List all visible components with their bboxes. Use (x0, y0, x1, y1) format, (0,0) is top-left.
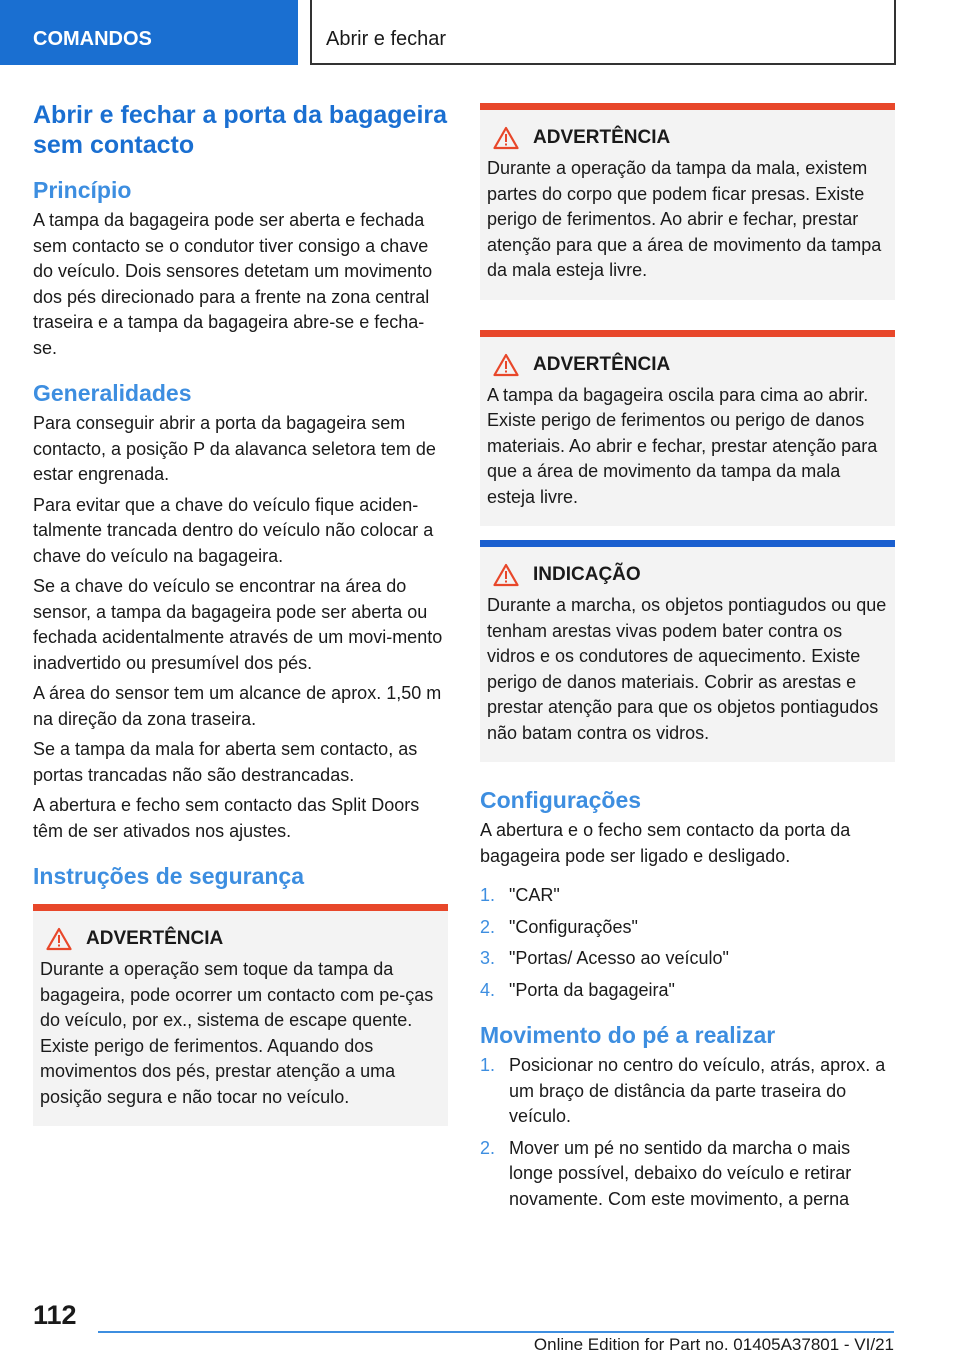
warning-label: ADVERTÊNCIA (533, 127, 671, 148)
page-title: Abrir e fechar a porta da bagageira sem contacto (33, 101, 448, 159)
list-item: 2. Mover um pé no sentido da marcha o mais longe possível, debaixo do veículo e retirar novamente. Com este movimento, a perna (480, 1137, 852, 1209)
warning-header (487, 126, 887, 150)
paragraph-configuracoes: A abertura e o fecho sem contacto da porta da bagageira pode ser ligado e desligado. (480, 820, 851, 866)
footer-divider (98, 1331, 894, 1333)
left-column (33, 100, 448, 1126)
warning-text: Durante a operação sem toque da tampa da bagageira, pode ocorrer um contacto com pe-ças do veículo, por ex., sistema de escape quente. Existe perigo de ferimentos. Aquando dos movimentos dos pés, prestar atenção a uma posição segura e não tocar no veículo. (40, 959, 434, 1107)
warning-box (33, 904, 448, 1126)
list-item: 3. "Portas/ Acesso ao veículo" (480, 948, 729, 968)
warning-triangle-icon (46, 927, 72, 951)
warning-box-1 (480, 103, 895, 300)
warning-header (487, 353, 887, 377)
list-item: 2. "Configurações" (480, 916, 638, 937)
paragraph-principio: A tampa da bagageira pode ser aberta e fechada sem contacto se o condutor tiver consigo a chave do veículo. Dois sensores detetam um movimento dos pés direcionado para a frente na zona central traseira e a tampa da bagageira abre-se e fecha-se. (33, 210, 433, 358)
heading-principio: Princípio (33, 177, 132, 203)
header-chapter-title: Abrir e fechar (310, 0, 896, 65)
note-text: Durante a marcha, os objetos pontiagudos ou que tenham arestas vivas podem bater contra os vidros e os condutores de aquecimento. Existe perigo de danos materiais. Cobrir as arestas e prestar atenção para que os objetos pontiagudos não batam contra os vidros. (487, 595, 887, 743)
warning-box-2 (480, 330, 895, 527)
note-box (480, 540, 895, 762)
note-header (487, 563, 887, 587)
warning-triangle-icon (493, 353, 519, 377)
paragraph-generalidades-6: A abertura e fecho sem contacto das Split Doors têm de ser ativados nos ajustes. (33, 795, 420, 841)
paragraph-generalidades-3: Se a chave do veículo se encontrar na área do sensor, a tampa da bagageira pode ser aberta ou fechada acidentalmente através de um movi-mento inadvertido ou presumível dos pés. (33, 576, 443, 673)
heading-seguranca: Instruções de segurança (33, 863, 304, 889)
right-column (480, 103, 895, 1218)
paragraph-generalidades-4: A área do sensor tem um alcance de aprox. 1,50 m na direção da zona traseira. (33, 683, 442, 729)
warning-label: ADVERTÊNCIA (533, 353, 671, 375)
movimento-steps (480, 1053, 895, 1212)
warning-text: Durante a operação da tampa da mala, existem partes do corpo que podem ficar presas. Existe perigo de ferimentos. Ao abrir e fechar, prestar atenção para que a área de movimento da tampa da mala esteja livre. (487, 158, 882, 280)
heading-generalidades: Generalidades (33, 380, 192, 406)
heading-configuracoes: Configurações (480, 787, 642, 813)
list-item: 1. "CAR" (480, 885, 560, 905)
paragraph-generalidades-5: Se a tampa da mala for aberta sem contacto, as portas trancadas não são destrancadas. (33, 739, 418, 785)
paragraph-generalidades-2: Para evitar que a chave do veículo fique aciden-talmente trancada dentro do veículo não colocar a chave do veículo na bagageira. (33, 494, 434, 566)
heading-movimento: Movimento do pé a realizar (480, 1022, 776, 1048)
page-number: 112 (33, 1300, 77, 1330)
warning-triangle-icon (493, 563, 519, 587)
list-item: 4. "Porta da bagageira" (480, 979, 675, 1000)
warning-text: A tampa da bagageira oscila para cima ao abrir. Existe perigo de ferimentos ou perigo de danos materiais. Ao abrir e fechar, prestar atenção para que a área de movimento da tampa da mala esteja livre. (487, 384, 878, 507)
list-item: 1. Posicionar no centro do veículo, atrás, aprox. a um braço de distância da parte traseira do veículo. (480, 1055, 886, 1126)
warning-triangle-icon (493, 126, 519, 150)
note-label: INDICAÇÃO (533, 564, 641, 585)
paragraph-generalidades-1: Para conseguir abrir a porta da bagageira sem contacto, a posição P da alavanca seletora tem de estar engrenada. (33, 413, 436, 484)
configuracoes-steps (480, 883, 895, 1003)
footer-edition: Online Edition for Part no. 01405A37801 - VI/21 (533, 1335, 894, 1354)
header-section-tab: COMANDOS (0, 0, 298, 65)
warning-label: ADVERTÊNCIA (86, 928, 224, 949)
warning-header (40, 927, 440, 951)
